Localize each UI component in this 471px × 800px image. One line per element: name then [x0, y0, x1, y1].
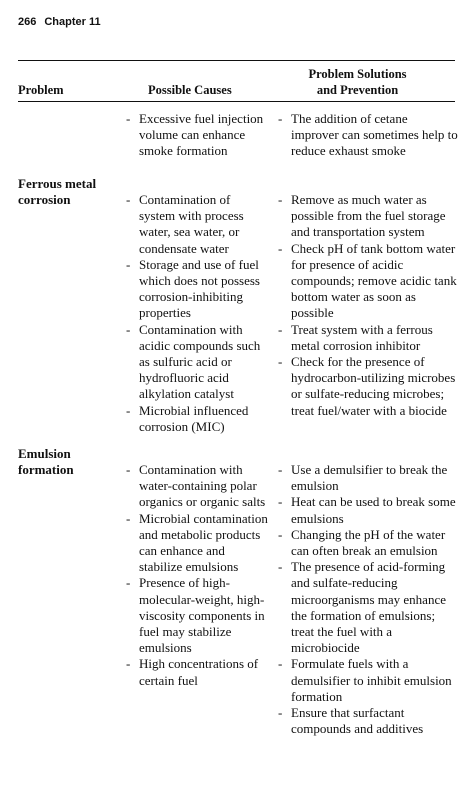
problem-label: [18, 176, 96, 208]
solution-item: - The addition of cetane improver can sometimes help to reduce exhaust smoke: [278, 111, 458, 160]
solutions-list: [278, 111, 458, 160]
problem-label: [18, 446, 74, 478]
column-header-causes: Possible Causes: [148, 83, 232, 97]
column-header-problem: Problem: [18, 83, 64, 97]
page-number: 266: [18, 16, 37, 28]
solution-item: - Formulate fuels with a demulsifier to inhibit emulsion formation: [278, 656, 458, 705]
solution-item: - Use a demulsifier to break the emulsion: [278, 462, 458, 494]
cause-item: - Contamination with acidic compounds such as sulfuric acid or hydrofluoric acid alkylation catalyst: [126, 322, 268, 403]
causes-list: [126, 462, 268, 689]
problem-label-line: formation: [18, 462, 74, 477]
causes-list: [126, 192, 268, 435]
cause-item: - Presence of high-molecular-weight, high-viscosity components in fuel may stabilize emulsions: [126, 575, 268, 656]
solution-item: - Treat system with a ferrous metal corrosion inhibitor: [278, 322, 458, 354]
chapter-label: Chapter 11: [44, 16, 101, 28]
cause-item: - Excessive fuel injection volume can enhance smoke formation: [126, 111, 268, 160]
header-rule: [18, 101, 455, 102]
cause-item: - Microbial influenced corrosion (MIC): [126, 403, 268, 435]
causes-list: [126, 111, 268, 160]
solution-item: - The presence of acid-forming and sulfate-reducing microorganisms may enhance the formation of emulsions; treat the fuel with a microbiocide: [278, 559, 458, 656]
problem-label-line: Emulsion: [18, 446, 71, 461]
table-top-rule: [18, 60, 455, 61]
solution-item: - Check pH of tank bottom water for presence of acidic compounds; remove acidic tank bottom water as soon as possible: [278, 241, 458, 322]
column-header-solutions-line: Problem Solutions: [308, 67, 407, 81]
solution-item: - Remove as much water as possible from the fuel storage and transportation system: [278, 192, 458, 241]
column-header-solutions: [300, 66, 415, 98]
solutions-list: [278, 192, 458, 419]
solution-item: - Check for the presence of hydrocarbon-utilizing microbes or sulfate-reducing microbes; treat fuel/water with a biocide: [278, 354, 458, 419]
cause-item: - Storage and use of fuel which does not possess corrosion-inhibiting properties: [126, 257, 268, 322]
problem-label-line: corrosion: [18, 192, 71, 207]
cause-item: - Contamination with water-containing polar organics or organic salts: [126, 462, 268, 511]
column-header-solutions-line: and Prevention: [316, 83, 399, 97]
cause-item: - Contamination of system with process water, sea water, or condensate water: [126, 192, 268, 257]
solutions-list: [278, 462, 458, 737]
solution-item: - Ensure that surfactant compounds and additives: [278, 705, 458, 737]
solution-item: - Heat can be used to break some emulsions: [278, 494, 458, 526]
cause-item: - High concentrations of certain fuel: [126, 656, 268, 688]
page-header: [18, 16, 101, 28]
solution-item: - Changing the pH of the water can often break an emulsion: [278, 527, 458, 559]
problem-label-line: Ferrous metal: [18, 176, 97, 191]
cause-item: - Microbial contamination and metabolic products can enhance and stabilize emulsions: [126, 511, 268, 576]
